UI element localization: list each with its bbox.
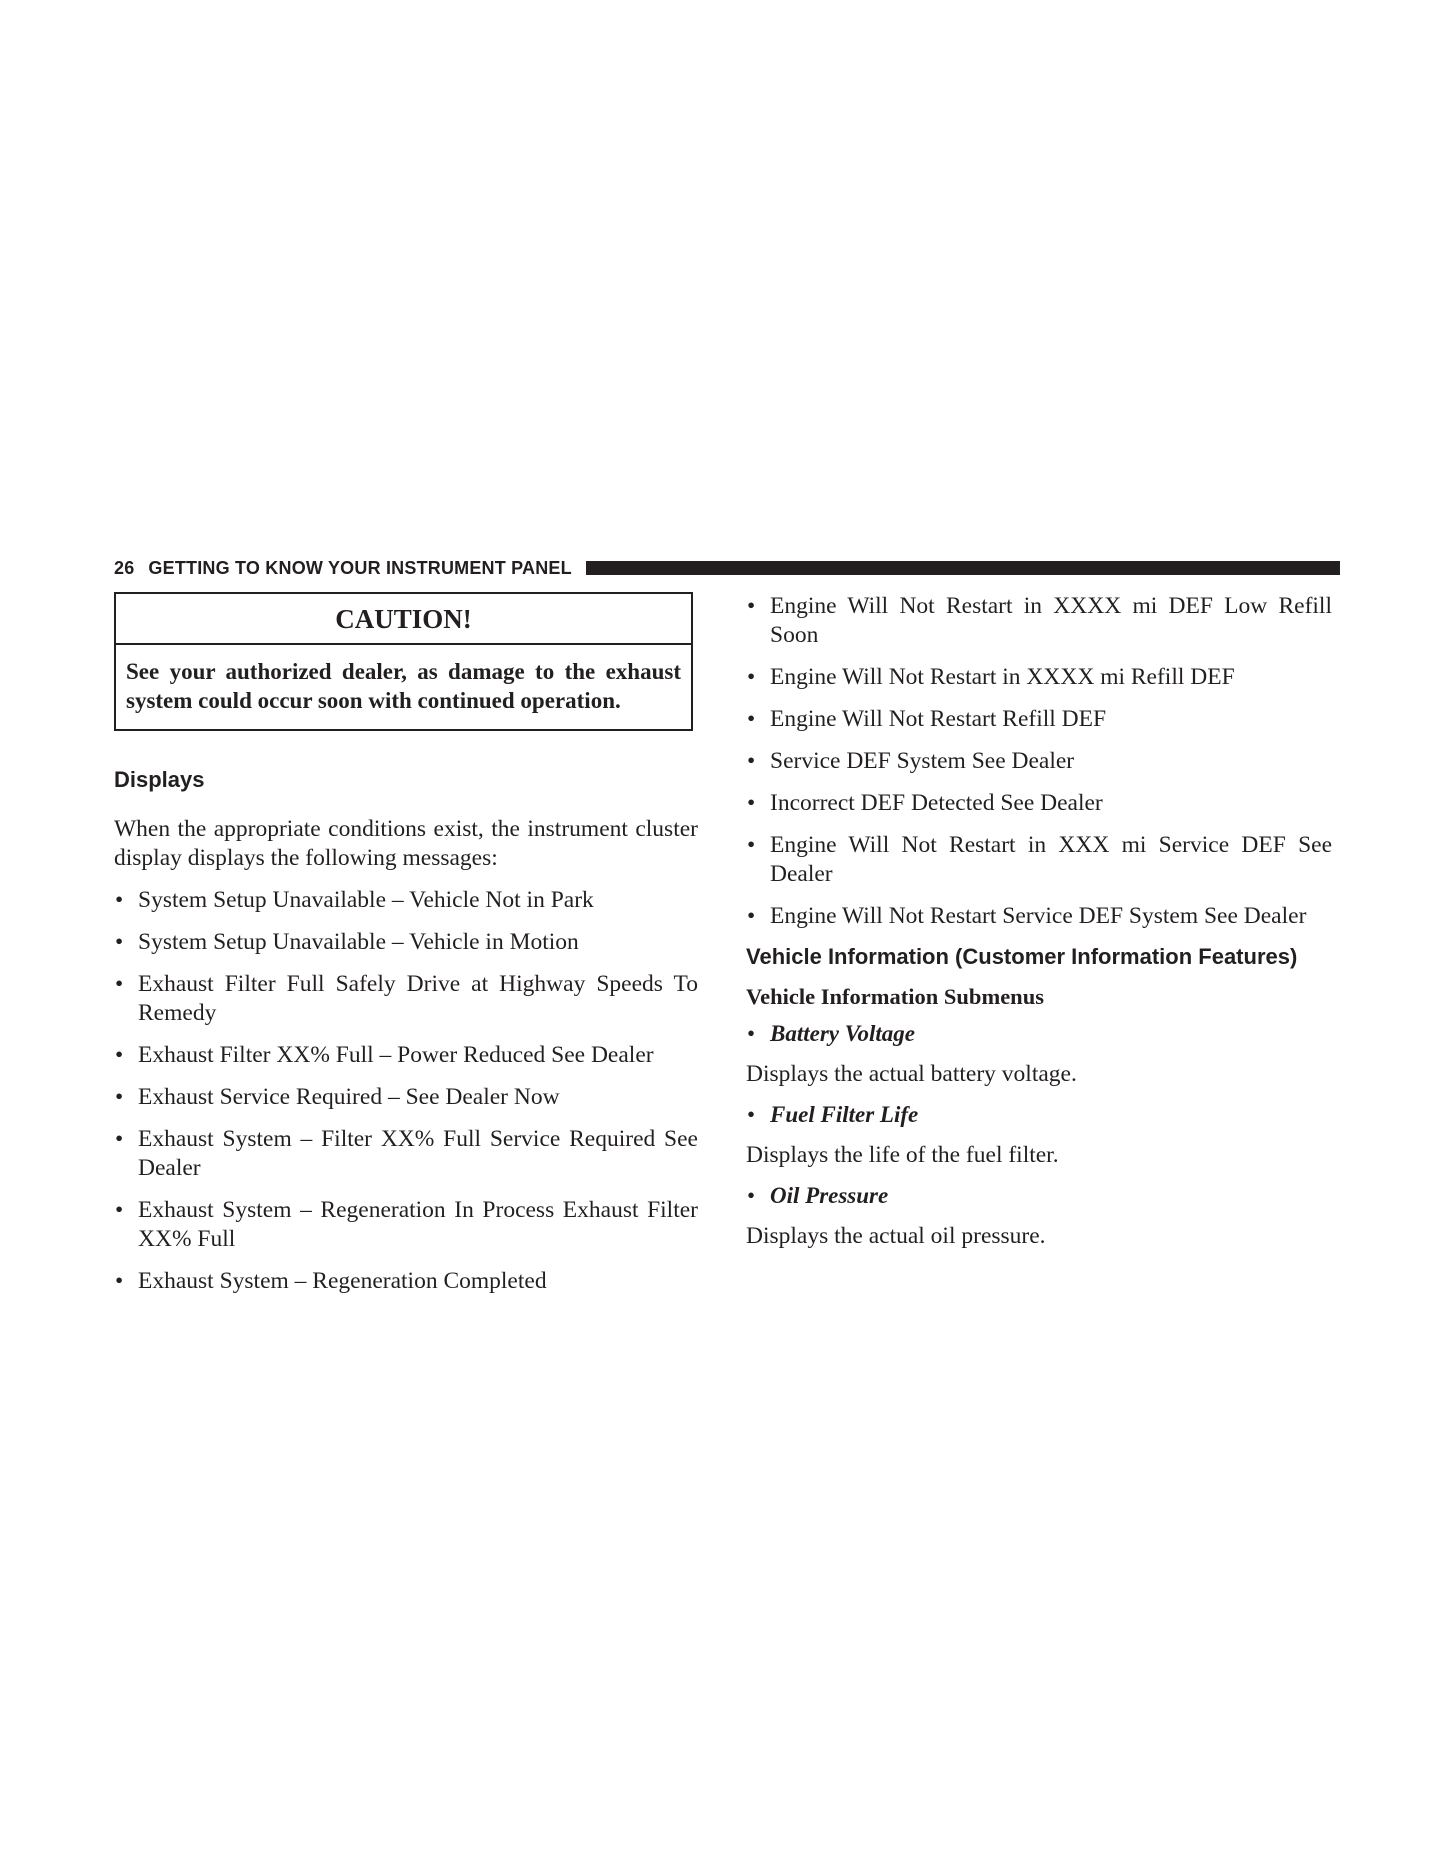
section-title: GETTING TO KNOW YOUR INSTRUMENT PANEL xyxy=(148,557,572,578)
list-item xyxy=(114,1267,698,1296)
list-item-text: Exhaust Filter XX% Full – Power Reduced See Dealer xyxy=(138,1042,654,1068)
feature-description: Displays the actual oil pressure. xyxy=(746,1223,1046,1249)
list-item xyxy=(114,1083,698,1112)
list-item-text: Engine Will Not Restart Refill DEF xyxy=(770,706,1107,732)
list-item xyxy=(746,747,1332,776)
list-item xyxy=(746,831,1332,889)
list-item-text: Incorrect DEF Detected See Dealer xyxy=(770,790,1103,816)
feature-name: Oil Pressure xyxy=(770,1183,889,1208)
list-item xyxy=(114,928,698,957)
feature-name: Fuel Filter Life xyxy=(770,1102,919,1127)
bullet-icon: • xyxy=(747,1102,756,1127)
bullet-icon: • xyxy=(747,1021,756,1046)
list-item-text: Engine Will Not Restart in XXXX mi Refill DEF xyxy=(770,664,1235,690)
bullet-icon: • xyxy=(115,971,124,997)
feature-oil-pressure xyxy=(746,1181,1332,1210)
list-item xyxy=(746,789,1332,818)
header-rule xyxy=(586,561,1340,575)
list-item xyxy=(746,705,1332,734)
right-column xyxy=(746,592,1332,1262)
list-item xyxy=(746,902,1332,931)
list-item xyxy=(114,1125,698,1183)
feature-name: Battery Voltage xyxy=(770,1021,916,1046)
feature-fuel-filter-life xyxy=(746,1100,1332,1129)
page-number: 26 xyxy=(114,557,135,578)
bullet-icon: • xyxy=(747,706,756,732)
feature-description: Displays the actual battery voltage. xyxy=(746,1061,1077,1087)
messages-list-left xyxy=(114,886,698,1296)
displays-heading: Displays xyxy=(114,767,205,792)
vehicle-info-subheading: Vehicle Information Submenus xyxy=(746,984,1044,1009)
bullet-icon: • xyxy=(747,664,756,690)
feature-description: Displays the life of the fuel filter. xyxy=(746,1142,1059,1168)
caution-title: CAUTION! xyxy=(116,594,691,645)
list-item-text: Engine Will Not Restart in XXXX mi DEF Low Refill Soon xyxy=(770,593,1332,648)
bullet-icon: • xyxy=(747,1183,756,1208)
bullet-icon: • xyxy=(115,929,124,955)
list-item xyxy=(114,1196,698,1254)
list-item-text: Exhaust System – Regeneration In Process Exhaust Filter XX% Full xyxy=(138,1197,698,1252)
list-item-text: Exhaust System – Filter XX% Full Service Required See Dealer xyxy=(138,1126,698,1181)
list-item-text: Engine Will Not Restart in XXX mi Service DEF See Dealer xyxy=(770,832,1332,887)
bullet-icon: • xyxy=(115,1084,124,1110)
bullet-icon: • xyxy=(747,790,756,816)
list-item-text: Service DEF System See Dealer xyxy=(770,748,1075,774)
list-item-text: System Setup Unavailable – Vehicle Not in Park xyxy=(138,887,594,913)
list-item xyxy=(114,970,698,1028)
feature-battery-voltage xyxy=(746,1019,1332,1048)
caution-body: See your authorized dealer, as damage to the exhaust system could occur soon with continued operation. xyxy=(126,659,681,713)
running-header xyxy=(114,555,1340,581)
list-item xyxy=(746,663,1332,692)
list-item xyxy=(114,886,698,915)
bullet-icon: • xyxy=(747,903,756,929)
bullet-icon: • xyxy=(115,1042,124,1068)
bullet-icon: • xyxy=(747,593,756,619)
list-item-text: Exhaust Filter Full Safely Drive at Highway Speeds To Remedy xyxy=(138,971,698,1026)
list-item-text: Engine Will Not Restart Service DEF System See Dealer xyxy=(770,903,1307,929)
messages-list-right xyxy=(746,592,1332,931)
header-text xyxy=(114,558,572,579)
bullet-icon: • xyxy=(747,832,756,858)
list-item-text: Exhaust Service Required – See Dealer Now xyxy=(138,1084,560,1110)
bullet-icon: • xyxy=(115,1268,124,1294)
displays-intro: When the appropriate conditions exist, the instrument cluster display displays the following messages: xyxy=(114,816,698,871)
vehicle-info-heading: Vehicle Information (Customer Information Features) xyxy=(746,944,1298,969)
bullet-icon: • xyxy=(747,748,756,774)
left-column xyxy=(114,592,698,1309)
bullet-icon: • xyxy=(115,887,124,913)
list-item-text: Exhaust System – Regeneration Completed xyxy=(138,1268,547,1294)
bullet-icon: • xyxy=(115,1197,124,1223)
list-item xyxy=(746,592,1332,650)
list-item-text: System Setup Unavailable – Vehicle in Motion xyxy=(138,929,579,955)
caution-box xyxy=(114,592,693,731)
list-item xyxy=(114,1041,698,1070)
bullet-icon: • xyxy=(115,1126,124,1152)
